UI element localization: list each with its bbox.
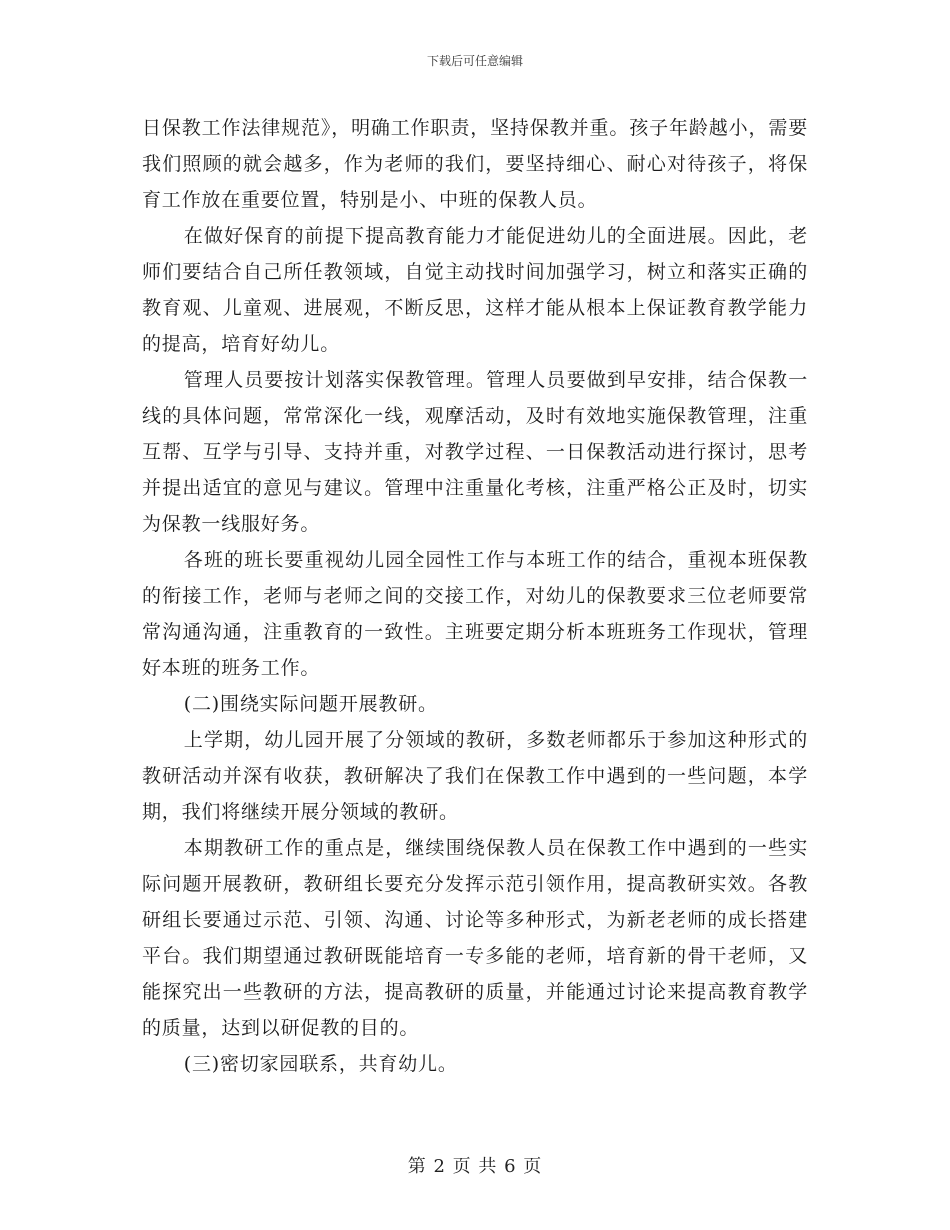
paragraph-4: 各班的班长要重视幼儿园全园性工作与本班工作的结合，重视本班保教的衔接工作，老师与老师之间的交接工作，对幼儿的保教要求三位老师要常常沟通沟通，注重教育的一致性。主班要定期分析本班班务工作现状，管理好本班的班务工作。 (142, 549, 808, 679)
paragraph-2: 在做好保育的前提下提高教育能力才能促进幼儿的全面进展。因此，老师们要结合自己所任教领域，自觉主动找时间加强学习，树立和落实正确的教育观、儿童观、进展观，不断反思，这样才能从根本上保证教育教学能力的提高，培育好幼儿。 (142, 225, 808, 355)
document-body (142, 110, 808, 1082)
paragraph-6: 本期教研工作的重点是，继续围绕保教人员在保教工作中遇到的一些实际问题开展教研，教研组长要充分发挥示范引领作用，提高教研实效。各教研组长要通过示范、引领、沟通、讨论等多种形式，为新老老师的成长搭建平台。我们期望通过教研既能培育一专多能的老师，培育新的骨干老师，又能探究出一些教研的方法，提高教研的质量，并能通过讨论来提高教育教学的质量，达到以研促教的目的。 (142, 837, 808, 1039)
paragraph-3: 管理人员要按计划落实保教管理。管理人员要做到早安排，结合保教一线的具体问题，常常深化一线，观摩活动，及时有效地实施保教管理，注重互帮、互学与引导、支持并重，对教学过程、一日保教活动进行探讨，思考并提出适宜的意见与建议。管理中注重量化考核，注重严格公正及时，切实为保教一线服好务。 (142, 369, 808, 535)
paragraph-1: 日保教工作法律规范》，明确工作职责，坚持保教并重。孩子年龄越小，需要我们照顾的就会越多，作为老师的我们，要坚持细心、耐心对待孩子，将保育工作放在重要位置，特别是小、中班的保教人员。 (142, 117, 808, 211)
page-footer-number: 第 2 页 共 6 页 (407, 1156, 543, 1177)
section-heading-2: (二)围绕实际问题开展教研。 (183, 693, 438, 715)
paragraph-5: 上学期，幼儿园开展了分领域的教研，多数老师都乐于参加这种形式的教研活动并深有收获，教研解决了我们在保教工作中遇到的一些问题，本学期，我们将继续开展分领域的教研。 (142, 729, 808, 823)
section-heading-3: (三)密切家园联系，共育幼儿。 (183, 1053, 458, 1075)
page-header-note: 下载后可任意编辑 (426, 54, 523, 68)
